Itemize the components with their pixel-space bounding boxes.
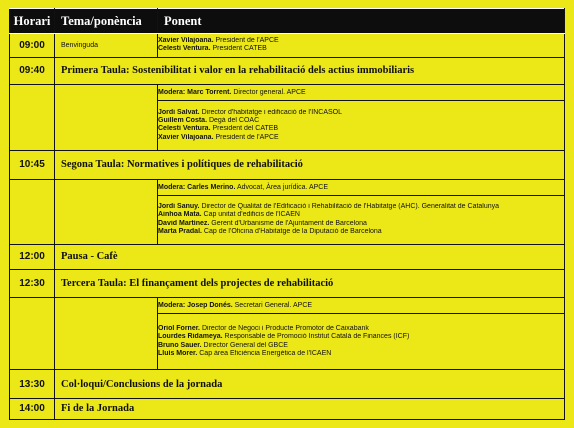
speakers-cell [158, 195, 565, 244]
header-row [10, 9, 565, 34]
session-title: Segona Taula: Normatives i polítiques de rehabilitació [55, 150, 565, 180]
speaker: Oriol Forner. Director de Negoci i Producte Promotor de Caixabank [158, 325, 369, 333]
speaker: Bruno Sauer. Director General del GBCE [158, 341, 288, 349]
empty-cell [55, 298, 158, 370]
session-title: Pausa - Cafè [55, 244, 565, 269]
table-row [10, 57, 565, 84]
speakers-cell [158, 314, 565, 370]
time-cell: 10:45 [10, 150, 55, 180]
header-horari: Horari [10, 9, 55, 34]
table-row [10, 370, 565, 399]
time-cell: 12:00 [10, 244, 55, 269]
speaker: Lourdes Ridameya. Responsable de Promoció Institut Català de Finances (ICF) [158, 333, 410, 341]
speaker: Lluís Morer. Cap àrea Eficiència Energètica de l'ICAEN [158, 350, 332, 358]
agenda-table [9, 8, 565, 420]
table-row [10, 85, 565, 101]
table-row [10, 269, 565, 298]
moderator-cell: Modera: Marc Torrent. Director general. APCE [158, 85, 565, 101]
session-title: Fi de la Jornada [55, 398, 565, 419]
table-row [10, 180, 565, 196]
speaker: Marta Pradal. Cap de l'Oficina d'Habitatge de la Diputació de Barcelona [158, 228, 382, 236]
empty-cell [10, 180, 55, 244]
time-cell: 14:00 [10, 398, 55, 419]
speaker: Guillem Costa. Degà del COAC [158, 116, 260, 124]
session-title: Primera Taula: Sostenibilitat i valor en la rehabilitació dels actius immobiliaris [55, 57, 565, 84]
empty-cell [10, 298, 55, 370]
time-cell: 09:00 [10, 34, 55, 57]
speakers-cell [158, 34, 565, 57]
moderator-cell: Modera: Carles Merino. Advocat, Àrea jurídica. APCE [158, 180, 565, 196]
table-row [10, 398, 565, 419]
speaker: Celesti Ventura. President del CATEB [158, 125, 279, 133]
speaker: David Martínez. Gerent d'Urbanisme de l'Ajuntament de Barcelona [158, 219, 367, 227]
empty-cell [55, 180, 158, 244]
moderator-cell: Modera: Josep Donés. Secretari General. APCE [158, 298, 565, 314]
session-title: Tercera Taula: El finançament dels projectes de rehabilitació [55, 269, 565, 298]
time-cell: 09:40 [10, 57, 55, 84]
table-row [10, 244, 565, 269]
table-row [10, 34, 565, 57]
speaker: Jordi Sanuy. Director de Qualitat de l'Edificació i Rehabilitació de l'Habitatge (AHC). Generalitat de Catalunya [158, 203, 500, 211]
session-title: Col·loqui/Conclusions de la jornada [55, 370, 565, 399]
speaker: Xavier Vilajoana. President de l'APCE [158, 133, 279, 141]
speaker: Xavier Vilajoana. President de l'APCE [158, 37, 279, 45]
speakers-cell [158, 100, 565, 150]
topic-cell: Benvinguda [55, 34, 158, 57]
empty-cell [55, 85, 158, 151]
table-row [10, 298, 565, 314]
speaker: Jordi Salvat. Director d'habitatge i edificació de l'INCASÒL [158, 108, 342, 116]
speaker: Ainhoa Mata. Cap unitat d'edificis de l'ICAEN [158, 211, 300, 219]
header-tema: Tema/ponència [55, 9, 158, 34]
time-cell: 13:30 [10, 370, 55, 399]
table-row [10, 150, 565, 180]
header-ponent: Ponent [158, 9, 565, 34]
time-cell: 12:30 [10, 269, 55, 298]
speaker: Celesti Ventura. President CATEB [158, 45, 267, 53]
empty-cell [10, 85, 55, 151]
